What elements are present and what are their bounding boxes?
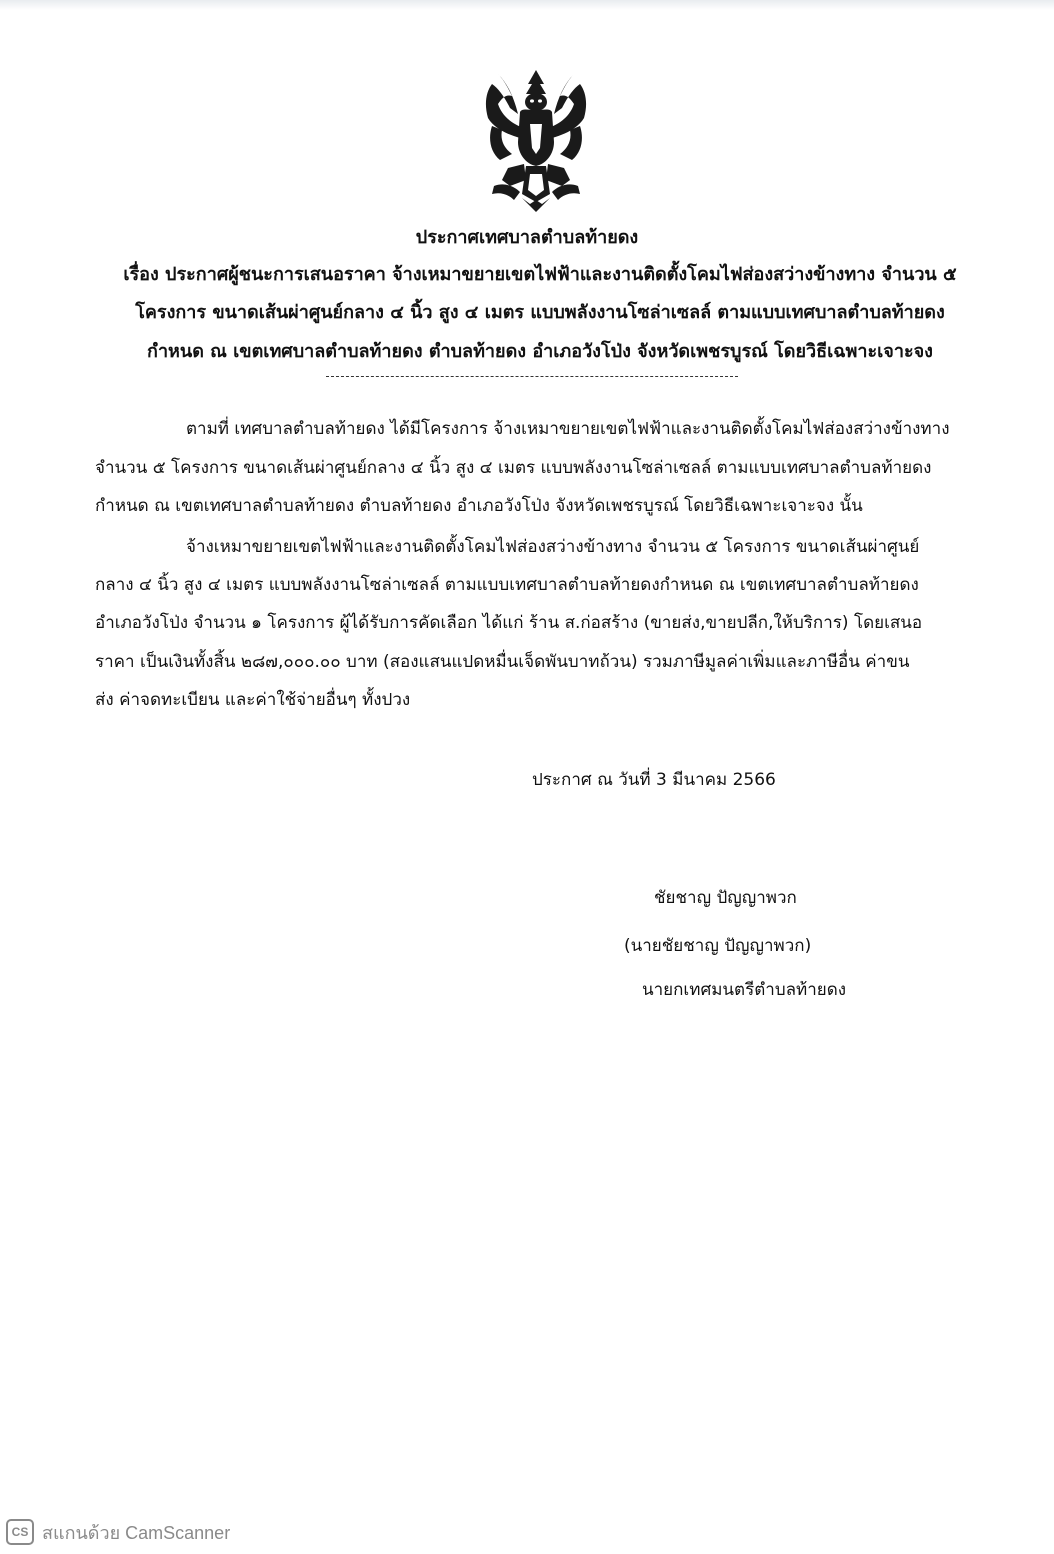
separator-line <box>326 376 738 377</box>
document-title: ประกาศเทศบาลตำบลท้ายดง <box>415 227 639 248</box>
paragraph2-line-2: กลาง ๔ นิ้ว สูง ๔ เมตร แบบพลังงานโซล่าเซลล์ ตามแบบเทศบาลตำบลท้ายดงกำหนด ณ เขตเทศบาลตำบลท้ายดง <box>95 575 919 595</box>
garuda-emblem-icon <box>468 68 604 214</box>
paragraph2-line-5: ส่ง ค่าจดทะเบียน และค่าใช้จ่ายอื่นๆ ทั้งปวง <box>95 690 411 710</box>
paragraph1-line-2: จำนวน ๕ โครงการ ขนาดเส้นผ่าศูนย์กลาง ๔ นิ้ว สูง ๔ เมตร แบบพลังงานโซล่าเซลล์ ตามแบบเทศบาลตำบลท้ายดง <box>95 458 932 478</box>
subject-line-3: กำหนด ณ เขตเทศบาลตำบลท้ายดง ตำบลท้ายดง อำเภอวังโป่ง จังหวัดเพชรบูรณ์ โดยวิธีเฉพาะเจาะจง <box>147 341 933 362</box>
camscanner-label: สแกนด้วย CamScanner <box>42 1522 231 1543</box>
signer-position: นายกเทศมนตรีตำบลท้ายดง <box>642 980 847 1000</box>
printed-name: (นายชัยชาญ ปัญญาพวก) <box>624 936 812 956</box>
camscanner-logo-icon: CS <box>6 1519 34 1545</box>
paragraph2-line-4: ราคา เป็นเงินทั้งสิ้น ๒๘๗,๐๐๐.๐๐ บาท (สองแสนแปดหมื่นเจ็ดพันบาทถ้วน) รวมภาษีมูลค่าเพิ่มและภาษีอื่น ค่าขน <box>95 652 910 672</box>
paragraph1-line-3: กำหนด ณ เขตเทศบาลตำบลท้ายดง ตำบลท้ายดง อำเภอวังโป่ง จังหวัดเพชรบูรณ์ โดยวิธีเฉพาะเจาะจง นั้น <box>95 496 863 516</box>
subject-line-2: โครงการ ขนาดเส้นผ่าศูนย์กลาง ๔ นิ้ว สูง ๔ เมตร แบบพลังงานโซล่าเซลล์ ตามแบบเทศบาลตำบลท้ายดง <box>135 302 945 323</box>
subject-line-1: เรื่อง ประกาศผู้ชนะการเสนอราคา จ้างเหมาขยายเขตไฟฟ้าและงานติดตั้งโคมไฟส่องสว่างข้างทาง จำนวน ๕ <box>123 264 957 285</box>
paragraph2-line-3: อำเภอวังโป่ง จำนวน ๑ โครงการ ผู้ได้รับการคัดเลือก ได้แก่ ร้าน ส.ก่อสร้าง (ขายส่ง,ขายปลีก,ให้บริการ) โดยเสนอ <box>95 613 923 633</box>
paragraph2-line-1: จ้างเหมาขยายเขตไฟฟ้าและงานติดตั้งโคมไฟส่องสว่างข้างทาง จำนวน ๕ โครงการ ขนาดเส้นผ่าศูนย์ <box>186 537 920 557</box>
scan-top-edge <box>0 0 1054 10</box>
paragraph1-line-1: ตามที่ เทศบาลตำบลท้ายดง ได้มีโครงการ จ้างเหมาขยายเขตไฟฟ้าและงานติดตั้งโคมไฟส่องสว่างข้างทาง <box>186 419 950 439</box>
signature-name: ชัยชาญ ปัญญาพวก <box>654 888 797 908</box>
camscanner-watermark <box>6 1518 230 1546</box>
announcement-date: ประกาศ ณ วันที่ 3 มีนาคม 2566 <box>532 770 776 790</box>
